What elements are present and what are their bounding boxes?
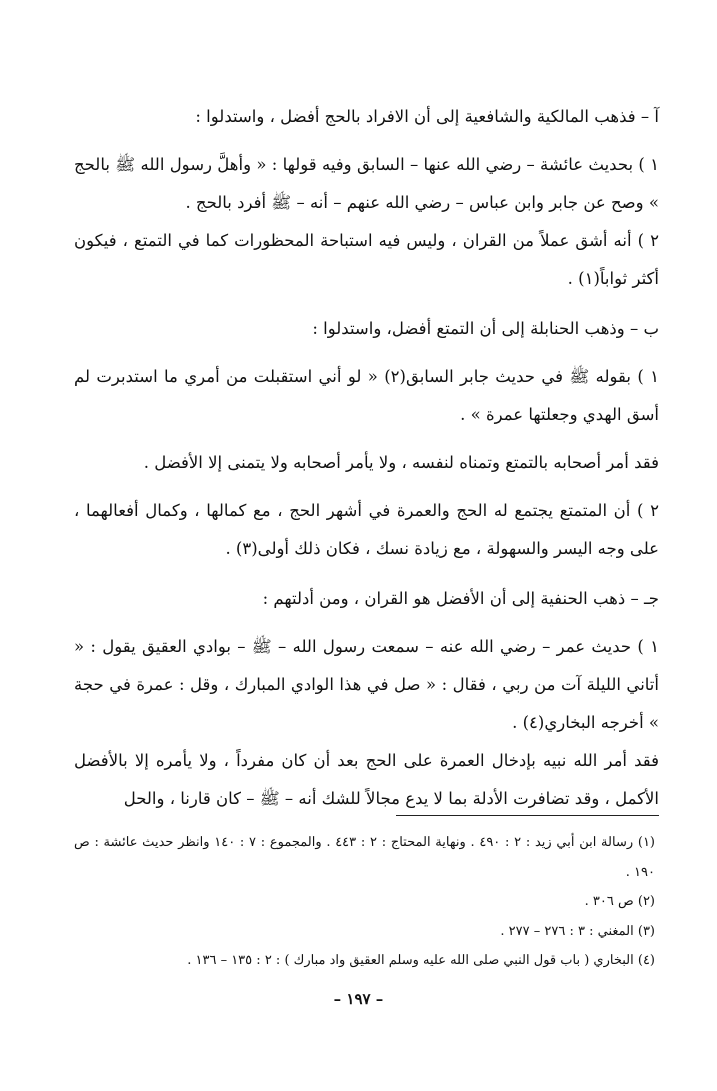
main-text xyxy=(74,98,659,818)
footnote-4: (٤) البخاري ( باب قول النبي صلى الله عليه وسلم العقيق واد مبارك ) : ٢ : ١٣٥ – ١٣٦ . xyxy=(187,953,655,968)
section-b-explanation: فقد أمر أصحابه بالتمتع وتمناه لنفسه ، ولا يأمر أصحابه ولا يتمنى إلا الأفضل . xyxy=(143,453,659,472)
section-c-evidence-1: ١ ) حديث عمر – رضي الله عنه – سمعت رسول الله – ﷺ – بوادي العقيق يقول : « أتاني الليلة آت من ربي ، فقال : « صل في هذا الوادي المبارك ، وقل : عمرة في حجة » أخرجه البخاري(٤) . xyxy=(74,637,659,732)
section-a-heading: آ – فذهب المالكية والشافعية إلى أن الافراد بالحج أفضل ، واستدلوا : xyxy=(195,107,659,126)
section-c-heading: جـ – ذهب الحنفية إلى أن الأفضل هو القران ، ومن أدلتهم : xyxy=(262,589,659,608)
footnote-divider xyxy=(396,815,659,816)
page-number: – ١٩٧ – xyxy=(333,990,384,1008)
footnote-1: (١) رسالة ابن أبي زيد : ٢ : ٤٩٠ . ونهاية المحتاج : ٢ : ٤٤٣ . والمجموع : ٧ : ١٤٠ وانظر حديث عائشة : ص ١٩٠ . xyxy=(74,835,655,880)
section-a-evidence-1: ١ ) بحديث عائشة – رضي الله عنها – السابق وفيه قولها : « وأهلَّ رسول الله ﷺ بالحج » وصح عن جابر وابن عباس – رضي الله عنهم – أنه – ﷺ أفرد بالحج . xyxy=(74,155,659,212)
section-b-evidence-2: ٢ ) أن المتمتع يجتمع له الحج والعمرة في أشهر الحج ، مع كمالها ، وكمال أفعالهما ، على وجه اليسر والسهولة ، مع زيادة نسك ، فكان ذلك أولى(٣) . xyxy=(74,501,659,558)
section-b-evidence-1: ١ ) بقوله ﷺ في حديث جابر السابق(٢) « لو أني استقبلت من أمري ما استدبرت لم أسق الهدي وجعلتها عمرة » . xyxy=(74,367,659,424)
section-c-explanation: فقد أمر الله نبيه بإدخال العمرة على الحج بعد أن كان مفرداً ، ولا يأمره إلا بالأفضل الأكمل ، وقد تضافرت الأدلة بما لا يدع مجالاً للشك أنه – ﷺ – كان قارنا ، والحل xyxy=(74,751,659,808)
footnote-3: (٣) المغني : ٣ : ٢٧٦ – ٢٧٧ . xyxy=(500,923,655,939)
section-b-heading: ب – وذهب الحنابلة إلى أن التمتع أفضل، واستدلوا : xyxy=(312,319,659,338)
footnote-2: (٢) ص ٣٠٦ . xyxy=(584,894,655,909)
footnotes xyxy=(74,828,655,976)
section-a-evidence-2: ٢ ) أنه أشق عملاً من القران ، وليس فيه استباحة المحظورات كما في التمتع ، فيكون أكثر ثواباً(١) . xyxy=(74,231,659,288)
